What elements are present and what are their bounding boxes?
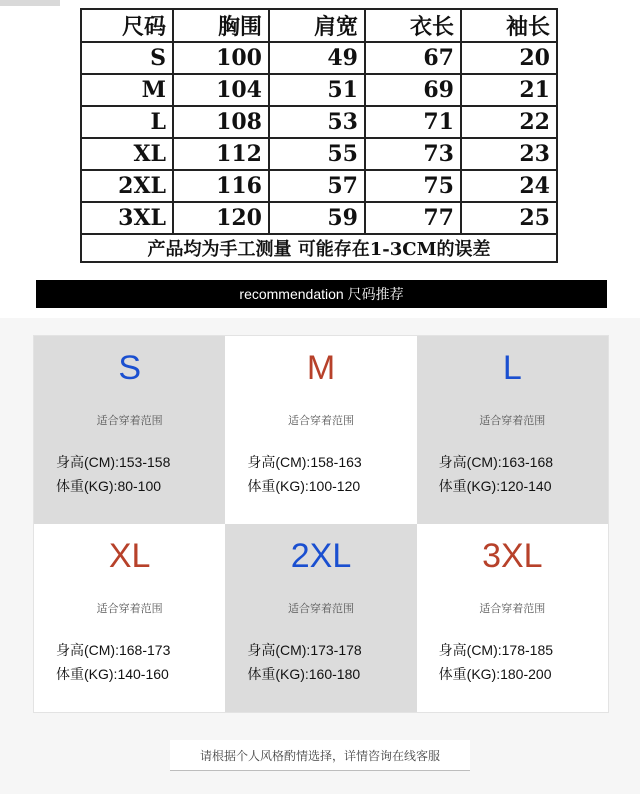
sleeve-cell: 25 (461, 202, 557, 234)
sleeve-cell: 21 (461, 74, 557, 106)
length-cell: 67 (365, 42, 461, 74)
size-cell: S (81, 42, 173, 74)
size-card-m (225, 336, 416, 524)
size-card-s (34, 336, 225, 524)
shoulder-cell: 55 (269, 138, 365, 170)
suitable-range-label: 适合穿着范围 (96, 414, 163, 427)
size-cell: 2XL (81, 170, 173, 202)
size-card-3xl (417, 524, 608, 712)
suitable-range-label: 适合穿着范围 (479, 602, 546, 615)
height-range: 身高(CM):168-173 (56, 642, 171, 658)
measurement-note: 产品均为手工测量 可能存在1-3CM的误差 (81, 234, 557, 262)
size-cell: 3XL (81, 202, 173, 234)
chest-cell: 120 (173, 202, 269, 234)
size-cell: XL (81, 138, 173, 170)
weight-range: 体重(KG):140-160 (56, 666, 169, 682)
size-cell: L (81, 106, 173, 138)
chest-cell: 112 (173, 138, 269, 170)
size-label: S (118, 349, 141, 387)
size-label: XL (108, 537, 151, 575)
size-cell: M (81, 74, 173, 106)
sleeve-cell: 20 (461, 42, 557, 74)
size-chart-table (80, 8, 558, 263)
chest-cell: 104 (173, 74, 269, 106)
header-cell: 衣长 (365, 9, 461, 42)
length-cell: 69 (365, 74, 461, 106)
header-cell: 袖长 (461, 9, 557, 42)
size-recommendation-grid (34, 336, 608, 712)
size-label: 3XL (482, 537, 543, 575)
table-row (81, 106, 557, 138)
shoulder-cell: 49 (269, 42, 365, 74)
suitable-range-label: 适合穿着范围 (479, 414, 546, 427)
size-card-xl (34, 524, 225, 712)
header-cell: 尺码 (81, 9, 173, 42)
table-note-row (81, 234, 557, 262)
shoulder-cell: 53 (269, 106, 365, 138)
header-cell: 胸围 (173, 9, 269, 42)
weight-range: 体重(KG):80-100 (56, 478, 162, 494)
weight-range: 体重(KG):180-200 (438, 666, 552, 682)
recommendation-banner: recommendation 尺码推荐 (36, 280, 607, 308)
length-cell: 75 (365, 170, 461, 202)
size-label: L (502, 349, 522, 387)
table-header-row (81, 9, 557, 42)
sleeve-cell: 22 (461, 106, 557, 138)
sleeve-cell: 24 (461, 170, 557, 202)
chest-cell: 108 (173, 106, 269, 138)
length-cell: 71 (365, 106, 461, 138)
size-card-l (417, 336, 608, 524)
suitable-range-label: 适合穿着范围 (96, 602, 163, 615)
height-range: 身高(CM):163-168 (438, 454, 554, 470)
length-cell: 77 (365, 202, 461, 234)
height-range: 身高(CM):178-185 (438, 642, 554, 658)
table-row (81, 138, 557, 170)
size-label: M (306, 349, 336, 387)
customer-service-note: 请根据个人风格酌情选择，详情咨询在线客服 (170, 740, 470, 771)
table-row (81, 170, 557, 202)
header-cell: 肩宽 (269, 9, 365, 42)
size-card-2xl (225, 524, 416, 712)
top-image-edge (0, 0, 60, 6)
sleeve-cell: 23 (461, 138, 557, 170)
weight-range: 体重(KG):100-120 (247, 478, 361, 494)
size-label: 2XL (290, 537, 352, 575)
table-row (81, 42, 557, 74)
shoulder-cell: 59 (269, 202, 365, 234)
height-range: 身高(CM):153-158 (56, 454, 171, 470)
table-row (81, 74, 557, 106)
chest-cell: 100 (173, 42, 269, 74)
recommendation-section (0, 318, 640, 794)
chest-cell: 116 (173, 170, 269, 202)
weight-range: 体重(KG):160-180 (247, 666, 361, 682)
height-range: 身高(CM):173-178 (247, 642, 362, 658)
height-range: 身高(CM):158-163 (247, 454, 362, 470)
length-cell: 73 (365, 138, 461, 170)
shoulder-cell: 51 (269, 74, 365, 106)
shoulder-cell: 57 (269, 170, 365, 202)
table-row (81, 202, 557, 234)
suitable-range-label: 适合穿着范围 (287, 414, 354, 427)
suitable-range-label: 适合穿着范围 (287, 602, 354, 615)
weight-range: 体重(KG):120-140 (438, 478, 552, 494)
